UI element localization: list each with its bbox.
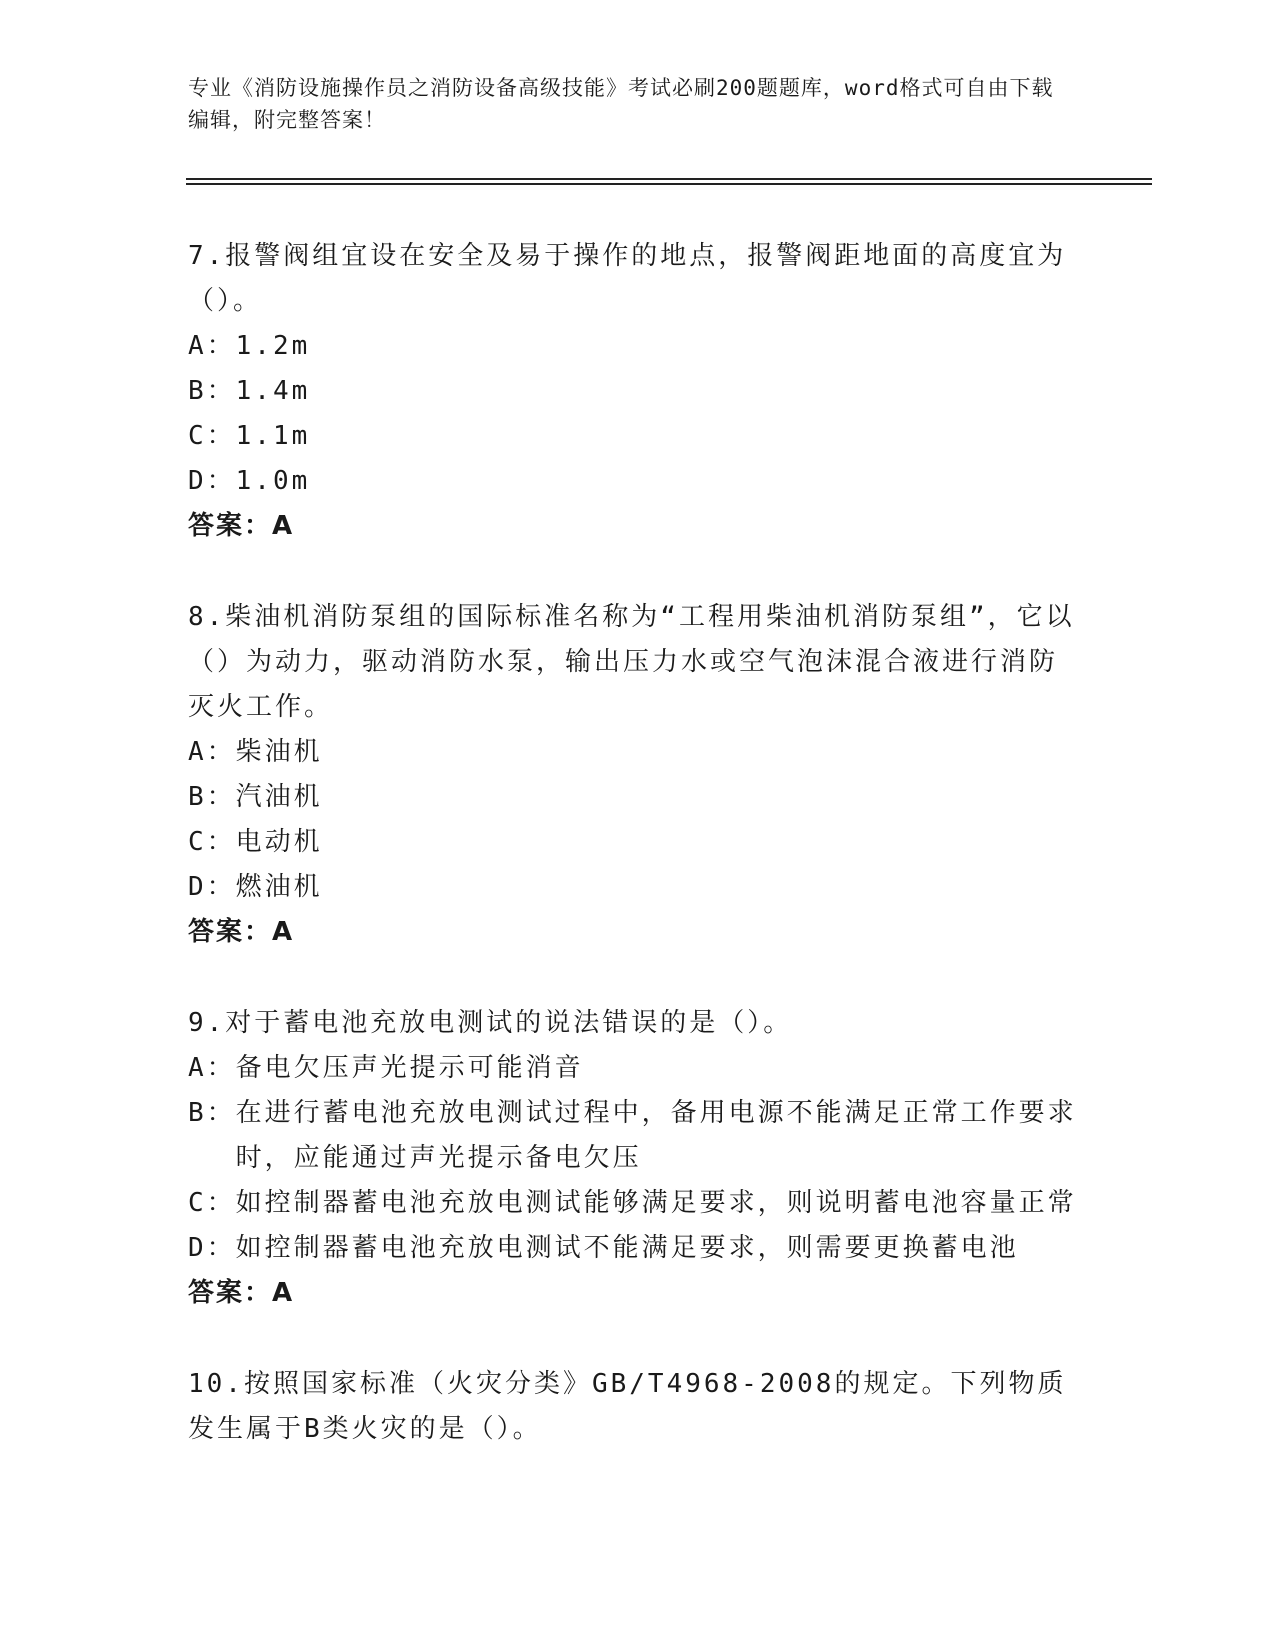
document-header: 专业《消防设施操作员之消防设备高级技能》考试必刷200题题库，word格式可自由下载编辑，附完整答案！ xyxy=(188,76,1054,132)
option-text: 汽油机 xyxy=(235,782,323,812)
header-divider-bottom xyxy=(186,183,1152,185)
question-item xyxy=(188,595,1078,955)
option-b xyxy=(188,775,1078,820)
option-letter: B： xyxy=(188,376,236,406)
option-text: 1.4m xyxy=(235,376,311,406)
option-d xyxy=(188,865,1078,910)
option-b xyxy=(188,369,1078,414)
option-letter: C： xyxy=(188,1188,236,1218)
option-c xyxy=(188,1181,1078,1226)
option-d xyxy=(188,1226,1078,1271)
answer-line: 答案：A xyxy=(188,917,295,947)
option-letter: D： xyxy=(188,872,236,902)
option-text: 如控制器蓄电池充放电测试能够满足要求，则说明蓄电池容量正常 xyxy=(235,1188,1077,1218)
option-text: 柴油机 xyxy=(235,737,323,767)
option-letter: A： xyxy=(188,331,236,361)
option-a xyxy=(188,730,1078,775)
question-stem: 9.对于蓄电池充放电测试的说法错误的是（）。 xyxy=(188,1008,793,1038)
question-item xyxy=(188,1001,1078,1316)
option-a xyxy=(188,1046,1078,1091)
option-letter: B： xyxy=(188,1098,236,1128)
option-d xyxy=(188,459,1078,504)
option-letter: C： xyxy=(188,421,236,451)
header-divider-top xyxy=(186,178,1152,180)
option-letter: A： xyxy=(188,1053,236,1083)
question-list xyxy=(188,234,1078,1498)
option-text: 1.1m xyxy=(235,421,311,451)
option-letter: B： xyxy=(188,782,236,812)
option-letter: C： xyxy=(188,827,236,857)
question-stem: 10.按照国家标准（火灾分类》GB/T4968-2008的规定。下列物质发生属于B类火灾的是（）。 xyxy=(188,1369,1067,1444)
option-text: 1.2m xyxy=(235,331,311,361)
option-text: 如控制器蓄电池充放电测试不能满足要求，则需要更换蓄电池 xyxy=(235,1233,1019,1263)
question-item xyxy=(188,1362,1078,1452)
option-text: 在进行蓄电池充放电测试过程中，备用电源不能满足正常工作要求时，应能通过声光提示备电欠压 xyxy=(235,1098,1077,1173)
option-text: 燃油机 xyxy=(235,872,323,902)
option-text: 1.0m xyxy=(235,466,311,496)
question-stem: 7.报警阀组宜设在安全及易于操作的地点，报警阀距地面的高度宜为（）。 xyxy=(188,241,1067,316)
option-letter: D： xyxy=(188,466,236,496)
option-c xyxy=(188,414,1078,459)
option-text: 备电欠压声光提示可能消音 xyxy=(235,1053,584,1083)
option-c xyxy=(188,820,1078,865)
option-letter: A： xyxy=(188,737,236,767)
option-b xyxy=(188,1091,1078,1181)
question-stem: 8.柴油机消防泵组的国际标准名称为“工程用柴油机消防泵组”，它以（）为动力，驱动消防水泵，输出压力水或空气泡沫混合液进行消防灭火工作。 xyxy=(188,602,1075,722)
option-a xyxy=(188,324,1078,369)
question-item xyxy=(188,234,1078,549)
answer-line: 答案：A xyxy=(188,511,295,541)
option-letter: D： xyxy=(188,1233,236,1263)
option-text: 电动机 xyxy=(235,827,323,857)
answer-line: 答案：A xyxy=(188,1278,295,1308)
